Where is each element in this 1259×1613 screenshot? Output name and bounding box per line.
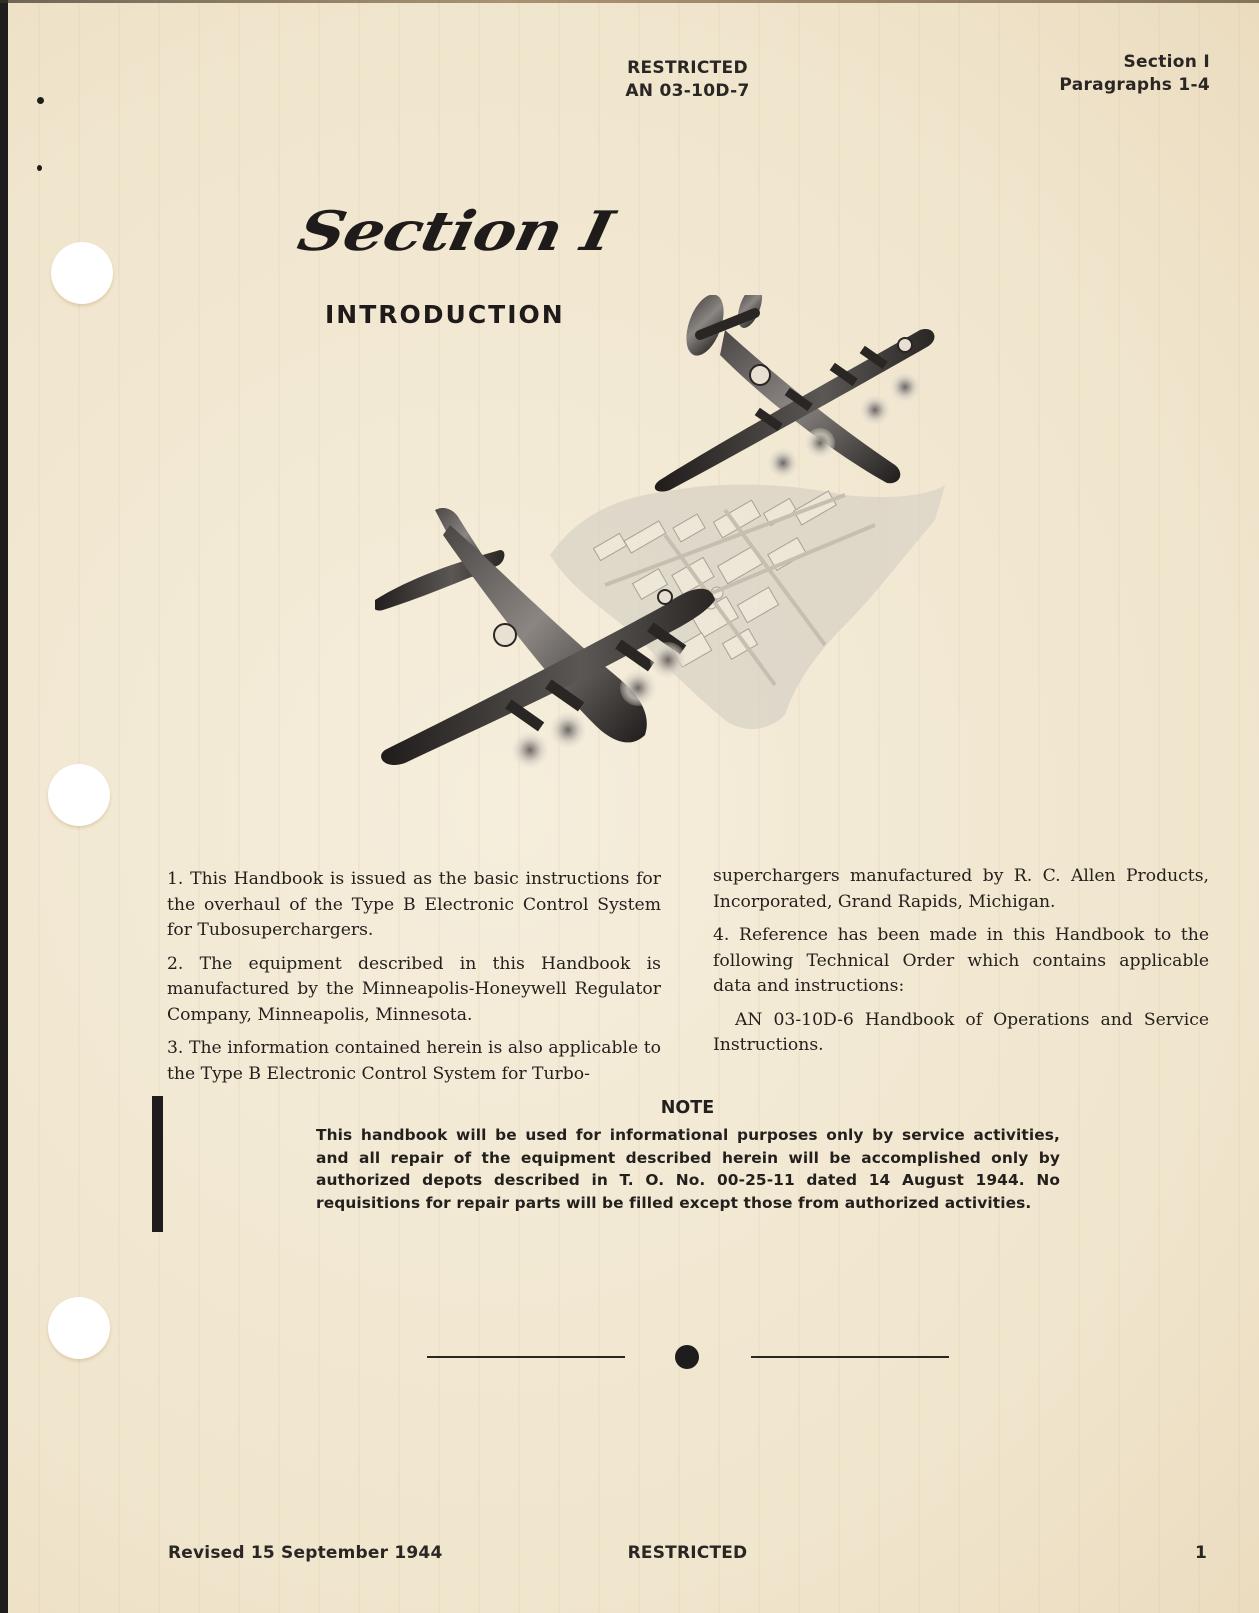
footer-classification: RESTRICTED bbox=[627, 1543, 748, 1563]
binder-hole-middle bbox=[48, 764, 110, 826]
page-top-edge bbox=[0, 0, 1259, 3]
header-center bbox=[560, 57, 815, 103]
binder-hole-top bbox=[51, 242, 113, 304]
section-script-title: Section I bbox=[292, 200, 619, 264]
bomber-upper-icon bbox=[655, 295, 935, 492]
ornament-dot-icon bbox=[675, 1345, 699, 1369]
header-section-label: Section I bbox=[1123, 52, 1210, 72]
ornament-line-left bbox=[427, 1356, 625, 1358]
note-body: This handbook will be used for informational purposes only by service activities, and all repair of the equipment described herein will be accomplished only by authorized depots described in T. O. No. 00-25-11 dated 14 August 1944. No requisitions for repair parts will be filled except those from authorized activities. bbox=[316, 1126, 1060, 1212]
ink-speck bbox=[37, 97, 44, 104]
body-column-left bbox=[167, 867, 661, 1095]
paragraph-4: 4. Reference has been made in this Handbook to the following Technical Order which contains applicable data and instructions: bbox=[713, 925, 1209, 996]
footer-page-number: 1 bbox=[1194, 1543, 1207, 1563]
ornament-line-right bbox=[751, 1356, 949, 1358]
header-document-number: AN 03-10D-7 bbox=[625, 81, 750, 101]
header-classification: RESTRICTED bbox=[627, 58, 748, 78]
note-title: NOTE bbox=[660, 1098, 715, 1118]
footer-revision-date: Revised 15 September 1944 bbox=[168, 1543, 443, 1563]
body-column-right bbox=[713, 864, 1209, 1067]
binder-hole-bottom bbox=[48, 1297, 110, 1359]
bombers-illustration bbox=[375, 295, 975, 795]
page-edge-shadow bbox=[0, 0, 8, 1613]
section-subtitle: INTRODUCTION bbox=[325, 300, 565, 329]
ink-speck bbox=[37, 165, 42, 171]
header-right bbox=[1059, 51, 1210, 97]
paragraph-3-continued: superchargers manufactured by R. C. Allen Products, Incorporated, Grand Rapids, Michigan. bbox=[713, 866, 1209, 912]
technical-order-reference: AN 03-10D-6 Handbook of Operations and Service Instructions. bbox=[713, 1009, 1209, 1055]
revision-change-bar bbox=[152, 1096, 163, 1232]
header-paragraphs-label: Paragraphs 1-4 bbox=[1059, 75, 1210, 95]
paragraph-1: 1. This Handbook is issued as the basic instructions for the overhaul of the Type B Electronic Control System for Tubosuperchargers. bbox=[167, 869, 661, 940]
paragraph-2: 2. The equipment described in this Handbook is manufactured by the Minneapolis-Honeywell Regulator Company, Minneapolis, Minnesota. bbox=[167, 953, 661, 1025]
paragraph-3-start: 3. The information contained herein is also applicable to the Type B Electronic Control System for Turbo- bbox=[167, 1038, 661, 1084]
